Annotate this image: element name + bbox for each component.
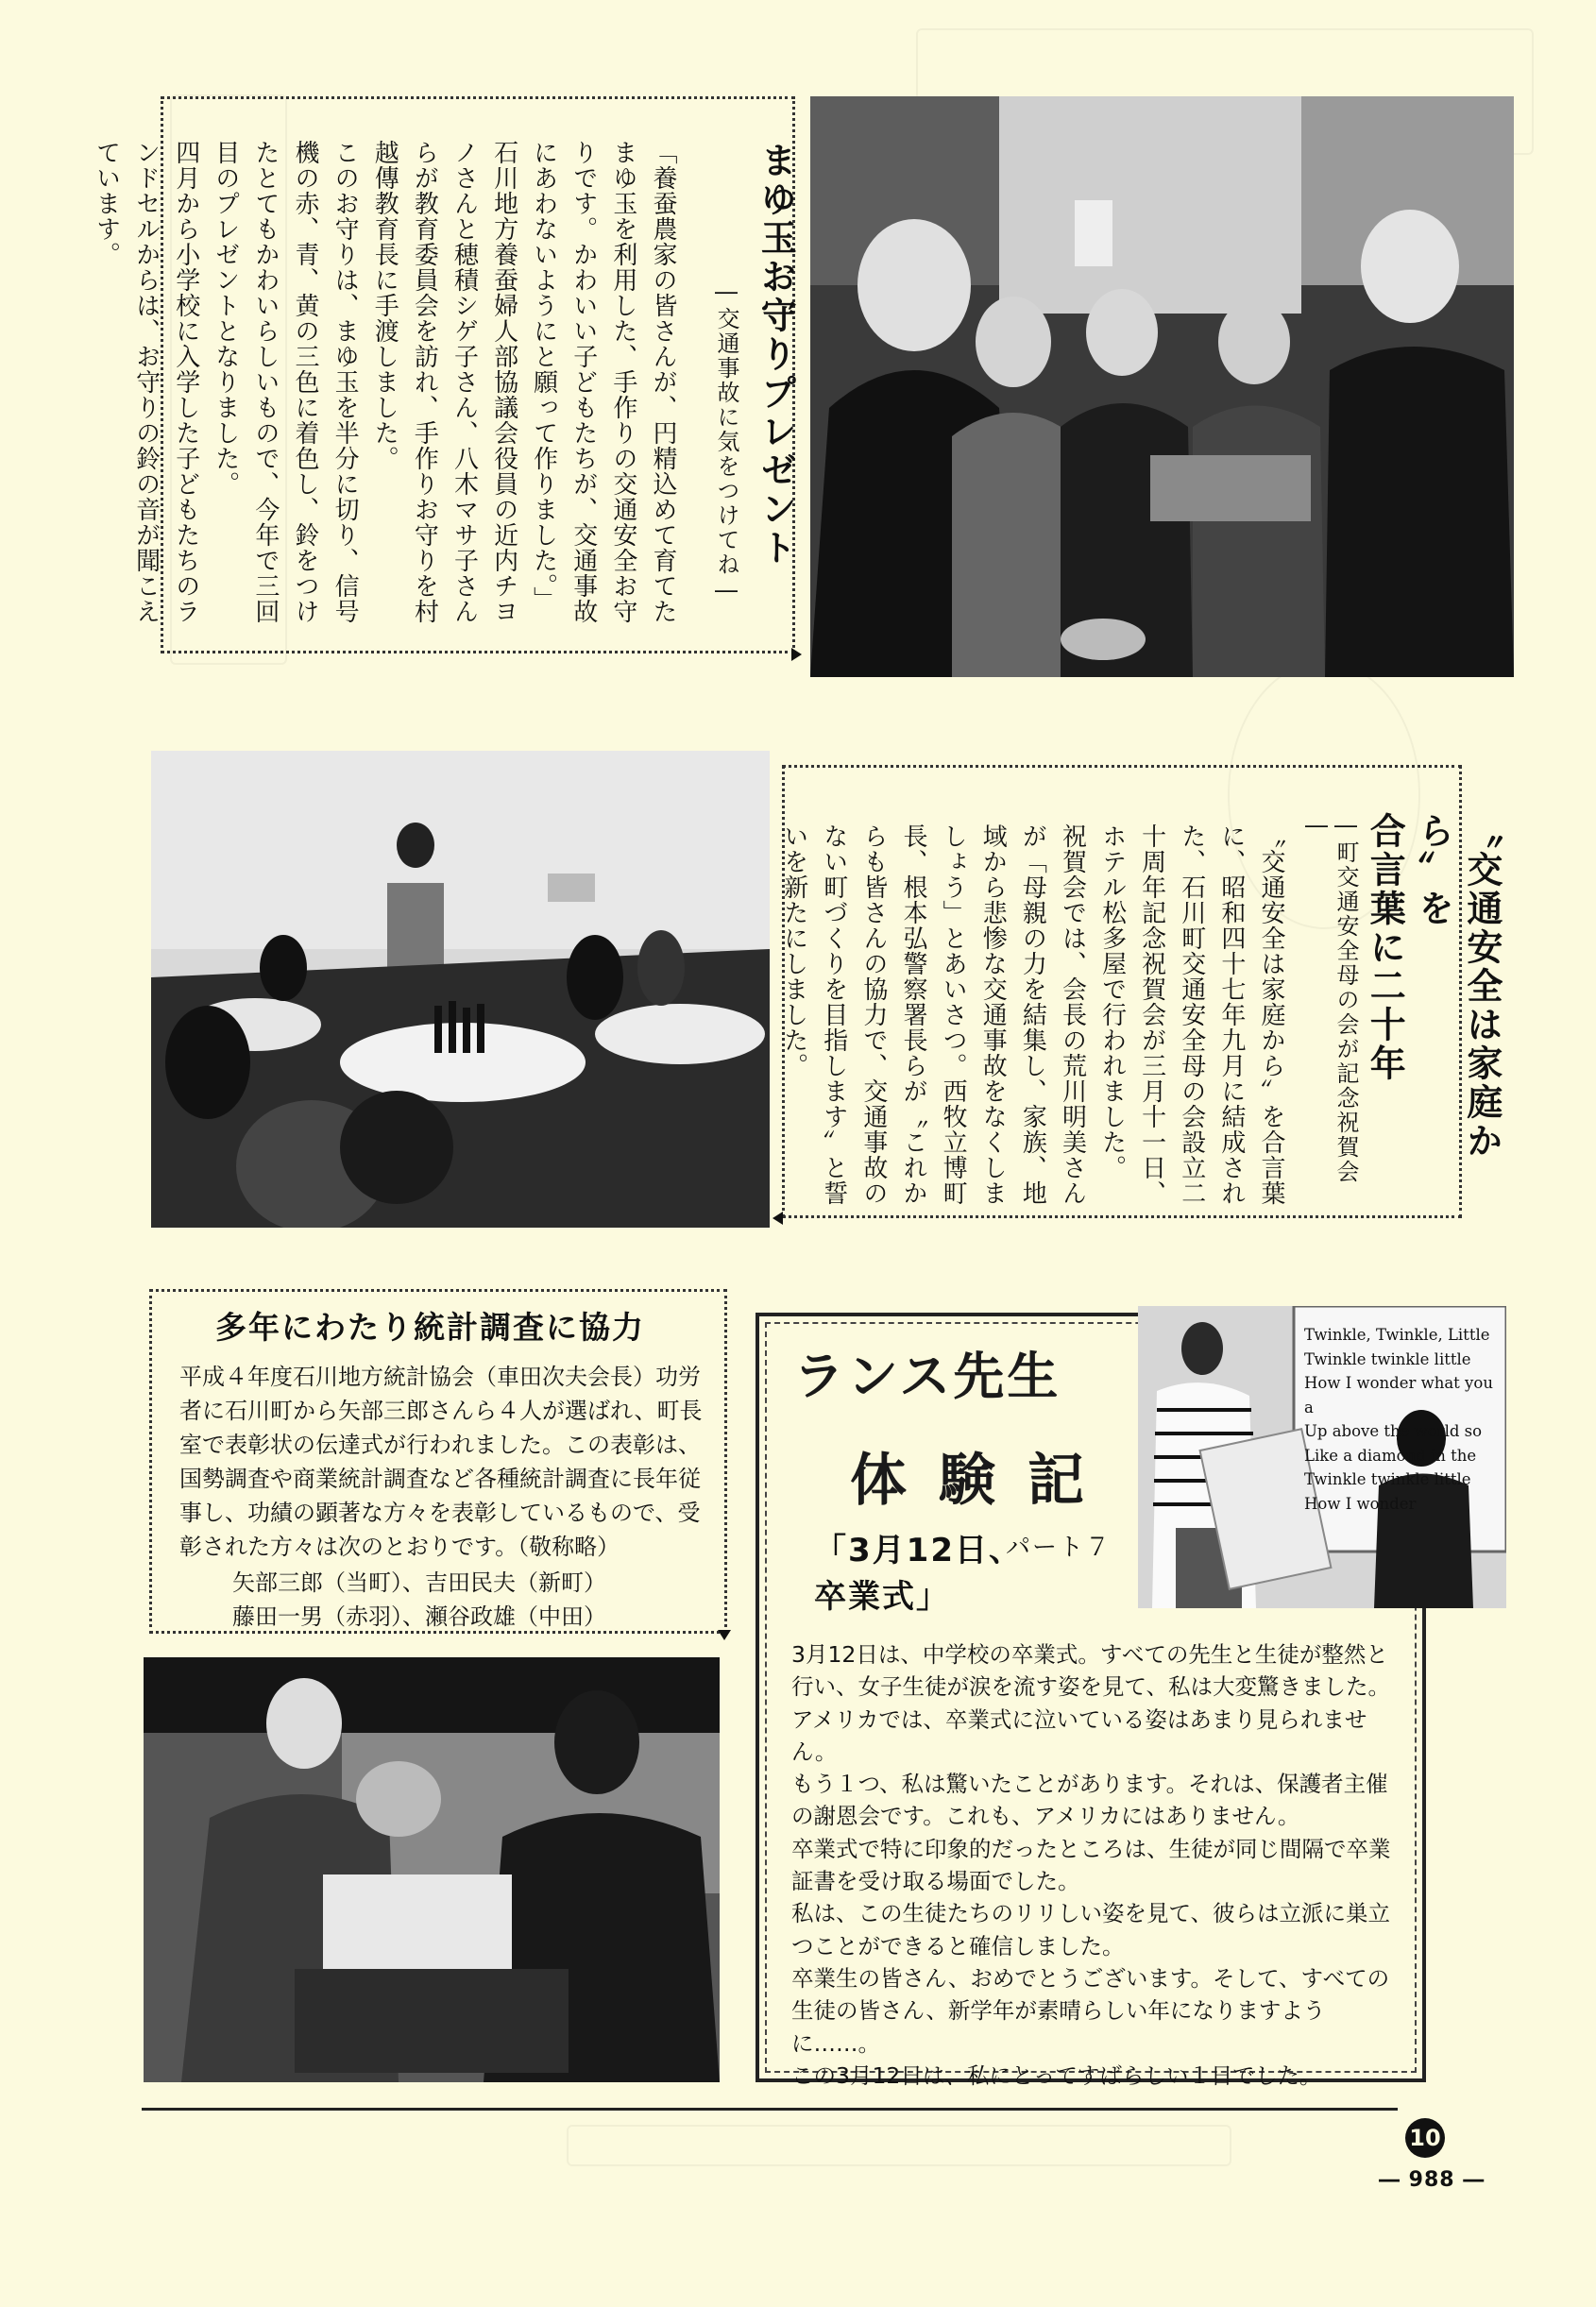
ransu-heading: 「3月12日、 卒業式」 — [814, 1532, 1023, 1617]
tokei-photo — [144, 1657, 720, 2082]
page-number-circle: 10 — [1405, 2118, 1445, 2158]
mayudama-subtitle: ―交通事故に気をつけてね― — [713, 279, 739, 605]
board-line: Twinkle twinkle little — [1304, 1349, 1471, 1368]
mayudama-title: まゆ玉お守りプレゼント — [755, 142, 797, 568]
kotsu-photo — [151, 751, 770, 1228]
board-line: Like a diamond in the — [1304, 1446, 1477, 1465]
footer-rule — [142, 2108, 1398, 2111]
mayudama-arrow — [791, 648, 802, 661]
tokei-arrow — [718, 1630, 731, 1640]
mayudama-body: 「養蚕農家の皆さんが、円精込めて育てたまゆ玉を利用した、手作りの交通安全お守りです。かわいい子どもたちが、交通事故にあわないようにと願って作りました。」 石川地方養蚕婦人部協議会役員の近内チヨノさんと穂積シゲ子さん、八木マサ子さんらが教育委員会を訪れ、手作りお守りを村越傳教育長に手渡しました。 このお守りは、まゆ玉を半分に切り、信号機の赤、青、黄の三色に着色し、鈴をつけたとてもかわいらしいもので、今年で三回目のプレゼントとなりました。 四月から小学校に入学した子どもたちのランドセルからは、お守りの鈴の音が聞こえています。 — [92, 140, 677, 624]
kotsu-arrow — [773, 1212, 783, 1225]
tokei-body: 平成４年度石川地方統計協会（車田次夫会長）功労者に石川町から矢部三郎さんら４人が選ばれ、町長室で表彰状の伝達式が行われました。この表彰は、国勢調査や商業統計調査など各種統計調査に長年従事し、功績の顕著な方々を表彰しているもので、受彰された方々は次のとおりです。（敬称略） — [179, 1364, 703, 1560]
board-line: Twinkle twinkle little — [1304, 1470, 1471, 1489]
page-folio: ― 988 ― — [1379, 2168, 1486, 2192]
board-line: How I wonder — [1304, 1494, 1417, 1513]
ransu-photo — [1138, 1306, 1506, 1608]
mayudama-photo — [810, 96, 1514, 677]
board-line: Up above the world so — [1304, 1422, 1483, 1441]
board-line: Twinkle, Twinkle, Little — [1304, 1326, 1490, 1344]
tokei-names: 矢部三郎（当町）、吉田民夫（新町） 藤田一男（赤羽）、瀬谷政雄（中田） — [232, 1569, 606, 1630]
ransu-title-a: ランス先生 — [793, 1346, 1061, 1406]
kotsu-subtitle: ―町交通安全母の会が記念祝賀会― — [1303, 812, 1359, 1184]
tokei-title: 多年にわたり統計調査に協力 — [215, 1309, 645, 1346]
ransu-board-text — [1304, 1323, 1506, 1517]
ransu-title-b: 体験記 — [850, 1448, 1116, 1514]
board-line: How I wonder what you a — [1304, 1374, 1493, 1416]
kotsu-title: 〝交通安全は家庭から〟を 合言葉に二十年 — [1364, 812, 1503, 1161]
ransu-body: 3月12日は、中学校の卒業式。すべての先生と生徒が整然と行い、女子生徒が涙を流す姿を見て、私は大変驚きました。アメリカでは、卒業式に泣いている姿はあまり見られません。 もう１つ、私は驚いたことがあります。それは、保護者主催の謝恩会です。これも、アメリカにはありません。 卒業式で特に印象的だったところは、生徒が同じ間隔で卒業証書を受け取る場面でした。 私は、この生徒たちのリリしい姿を見て、彼らは立派に巣立つことができると確信しました。 卒業生の皆さん、おめでとうございます。そして、すべての生徒の皆さん、新学年が素晴らしい年になりますように……。 この3月12日は、私にとってすばらしい１日でした。 — [791, 1641, 1391, 2089]
ransu-part: パート７ — [1006, 1534, 1112, 1562]
kotsu-body: 〝交通安全は家庭から〟を合言葉に、昭和四十七年九月に結成された、石川町交通安全母の会設立二十周年記念祝賀会が三月十一日、ホテル松多屋で行われました。 祝賀会では、会長の荒川明美さんが「母親の力を結集し、家族、地域から悲惨な交通事故をなくしましょう」とあいさつ。西牧立博町長、根本弘警察署長らが〝これからも皆さんの協力で、交通事故のない町づくりを目指します〟と誓いを新たにしました。 — [779, 823, 1285, 1206]
